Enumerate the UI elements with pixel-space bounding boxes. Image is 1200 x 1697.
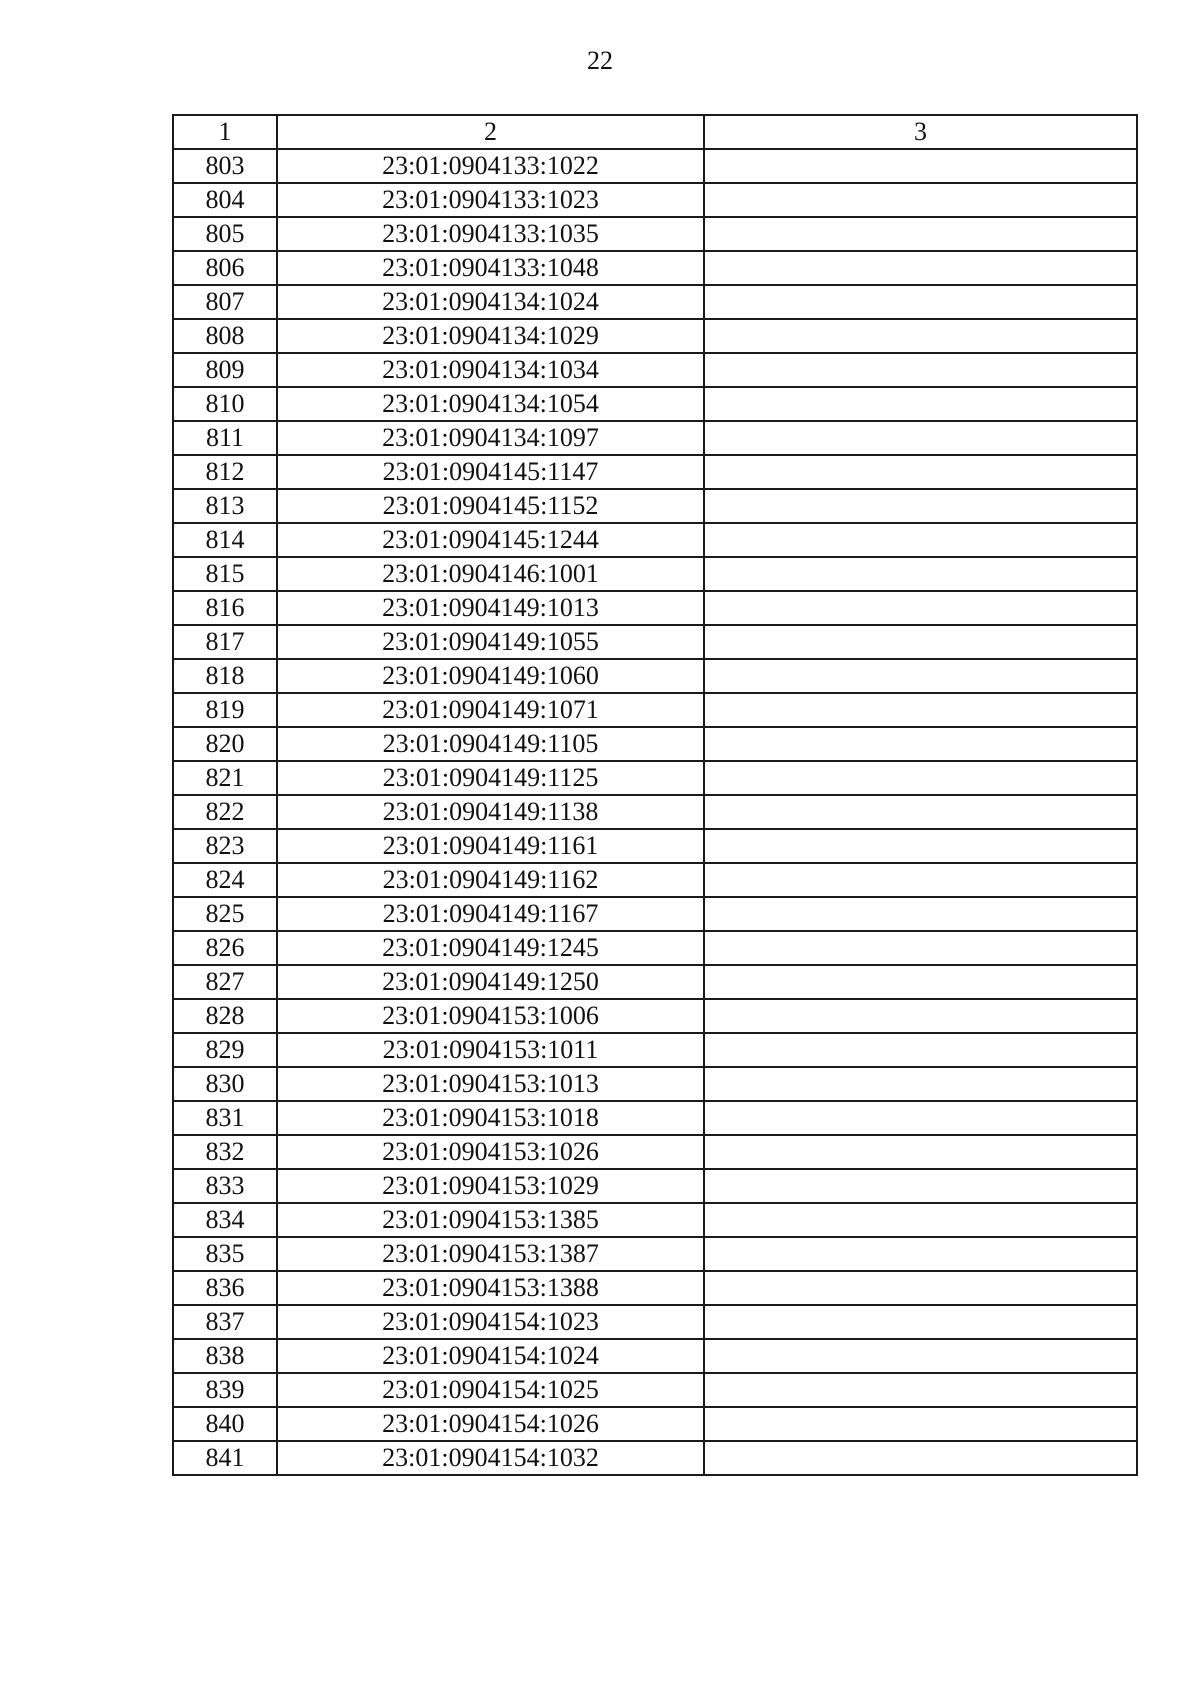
cadastral-number-cell: 23:01:0904134:1097 (277, 421, 704, 455)
empty-cell (704, 965, 1137, 999)
row-number-cell: 840 (173, 1407, 277, 1441)
table-row (173, 421, 1137, 455)
table-row (173, 999, 1137, 1033)
empty-cell (704, 1033, 1137, 1067)
empty-cell (704, 1271, 1137, 1305)
header-cell-3: 3 (704, 115, 1137, 149)
cadastral-number-cell: 23:01:0904133:1048 (277, 251, 704, 285)
table-header (173, 115, 1137, 149)
table-row (173, 625, 1137, 659)
cadastral-number-cell: 23:01:0904149:1055 (277, 625, 704, 659)
row-number-cell: 808 (173, 319, 277, 353)
table-row (173, 727, 1137, 761)
header-row (173, 115, 1137, 149)
empty-cell (704, 625, 1137, 659)
table-row (173, 931, 1137, 965)
empty-cell (704, 319, 1137, 353)
empty-cell (704, 1441, 1137, 1475)
row-number-cell: 810 (173, 387, 277, 421)
table-row (173, 285, 1137, 319)
empty-cell (704, 1373, 1137, 1407)
cadastral-number-cell: 23:01:0904149:1250 (277, 965, 704, 999)
row-number-cell: 815 (173, 557, 277, 591)
empty-cell (704, 693, 1137, 727)
table-row (173, 353, 1137, 387)
header-cell-2: 2 (277, 115, 704, 149)
cadastral-number-cell: 23:01:0904154:1032 (277, 1441, 704, 1475)
cadastral-number-cell: 23:01:0904149:1138 (277, 795, 704, 829)
table-row (173, 1407, 1137, 1441)
row-number-cell: 819 (173, 693, 277, 727)
table-row (173, 1305, 1137, 1339)
row-number-cell: 829 (173, 1033, 277, 1067)
table-row (173, 829, 1137, 863)
cadastral-number-cell: 23:01:0904149:1071 (277, 693, 704, 727)
row-number-cell: 827 (173, 965, 277, 999)
row-number-cell: 839 (173, 1373, 277, 1407)
row-number-cell: 831 (173, 1101, 277, 1135)
row-number-cell: 824 (173, 863, 277, 897)
row-number-cell: 809 (173, 353, 277, 387)
empty-cell (704, 421, 1137, 455)
table-row (173, 1237, 1137, 1271)
row-number-cell: 818 (173, 659, 277, 693)
cadastral-number-cell: 23:01:0904153:1388 (277, 1271, 704, 1305)
row-number-cell: 841 (173, 1441, 277, 1475)
table-row (173, 1203, 1137, 1237)
table-row (173, 489, 1137, 523)
row-number-cell: 816 (173, 591, 277, 625)
empty-cell (704, 149, 1137, 183)
table-row (173, 761, 1137, 795)
row-number-cell: 825 (173, 897, 277, 931)
empty-cell (704, 489, 1137, 523)
row-number-cell: 833 (173, 1169, 277, 1203)
empty-cell (704, 1135, 1137, 1169)
cadastral-number-cell: 23:01:0904153:1387 (277, 1237, 704, 1271)
row-number-cell: 811 (173, 421, 277, 455)
table-row (173, 1169, 1137, 1203)
table-row (173, 217, 1137, 251)
row-number-cell: 834 (173, 1203, 277, 1237)
row-number-cell: 828 (173, 999, 277, 1033)
row-number-cell: 817 (173, 625, 277, 659)
table-row (173, 149, 1137, 183)
cadastral-number-cell: 23:01:0904145:1244 (277, 523, 704, 557)
table-row (173, 1339, 1137, 1373)
empty-cell (704, 591, 1137, 625)
table-row (173, 523, 1137, 557)
table-row (173, 1271, 1137, 1305)
cadastral-number-cell: 23:01:0904154:1025 (277, 1373, 704, 1407)
table-row (173, 659, 1137, 693)
cadastral-number-cell: 23:01:0904145:1152 (277, 489, 704, 523)
row-number-cell: 813 (173, 489, 277, 523)
row-number-cell: 837 (173, 1305, 277, 1339)
cadastral-number-cell: 23:01:0904154:1026 (277, 1407, 704, 1441)
empty-cell (704, 863, 1137, 897)
cadastral-number-cell: 23:01:0904149:1105 (277, 727, 704, 761)
cadastral-number-cell: 23:01:0904149:1060 (277, 659, 704, 693)
row-number-cell: 822 (173, 795, 277, 829)
empty-cell (704, 727, 1137, 761)
row-number-cell: 803 (173, 149, 277, 183)
row-number-cell: 821 (173, 761, 277, 795)
empty-cell (704, 455, 1137, 489)
row-number-cell: 823 (173, 829, 277, 863)
cadastral-number-table (172, 114, 1138, 1476)
table-row (173, 863, 1137, 897)
cadastral-number-cell: 23:01:0904149:1245 (277, 931, 704, 965)
cadastral-number-cell: 23:01:0904153:1018 (277, 1101, 704, 1135)
table-row (173, 693, 1137, 727)
cadastral-number-cell: 23:01:0904153:1026 (277, 1135, 704, 1169)
cadastral-number-cell: 23:01:0904145:1147 (277, 455, 704, 489)
table-body (173, 149, 1137, 1475)
empty-cell (704, 1339, 1137, 1373)
row-number-cell: 806 (173, 251, 277, 285)
empty-cell (704, 999, 1137, 1033)
table-row (173, 1135, 1137, 1169)
table-row (173, 897, 1137, 931)
cadastral-number-cell: 23:01:0904133:1035 (277, 217, 704, 251)
cadastral-number-cell: 23:01:0904133:1023 (277, 183, 704, 217)
row-number-cell: 814 (173, 523, 277, 557)
row-number-cell: 805 (173, 217, 277, 251)
cadastral-number-cell: 23:01:0904153:1013 (277, 1067, 704, 1101)
cadastral-number-cell: 23:01:0904153:1029 (277, 1169, 704, 1203)
row-number-cell: 812 (173, 455, 277, 489)
empty-cell (704, 523, 1137, 557)
cadastral-number-cell: 23:01:0904134:1029 (277, 319, 704, 353)
cadastral-number-cell: 23:01:0904153:1011 (277, 1033, 704, 1067)
empty-cell (704, 183, 1137, 217)
row-number-cell: 832 (173, 1135, 277, 1169)
table-row (173, 591, 1137, 625)
table-row (173, 455, 1137, 489)
cadastral-number-cell: 23:01:0904149:1161 (277, 829, 704, 863)
empty-cell (704, 795, 1137, 829)
row-number-cell: 830 (173, 1067, 277, 1101)
cadastral-number-cell: 23:01:0904134:1034 (277, 353, 704, 387)
empty-cell (704, 217, 1137, 251)
table-row (173, 1067, 1137, 1101)
table-row (173, 251, 1137, 285)
empty-cell (704, 659, 1137, 693)
cadastral-number-cell: 23:01:0904146:1001 (277, 557, 704, 591)
empty-cell (704, 897, 1137, 931)
empty-cell (704, 353, 1137, 387)
empty-cell (704, 1169, 1137, 1203)
row-number-cell: 807 (173, 285, 277, 319)
table-row (173, 1441, 1137, 1475)
table-row (173, 965, 1137, 999)
empty-cell (704, 1067, 1137, 1101)
table-row (173, 387, 1137, 421)
empty-cell (704, 761, 1137, 795)
cadastral-number-cell: 23:01:0904149:1162 (277, 863, 704, 897)
table-row (173, 795, 1137, 829)
empty-cell (704, 557, 1137, 591)
cadastral-number-cell: 23:01:0904154:1023 (277, 1305, 704, 1339)
cadastral-number-cell: 23:01:0904149:1125 (277, 761, 704, 795)
cadastral-number-cell: 23:01:0904153:1006 (277, 999, 704, 1033)
cadastral-number-cell: 23:01:0904134:1054 (277, 387, 704, 421)
empty-cell (704, 931, 1137, 965)
row-number-cell: 836 (173, 1271, 277, 1305)
row-number-cell: 820 (173, 727, 277, 761)
cadastral-number-cell: 23:01:0904149:1013 (277, 591, 704, 625)
cadastral-number-cell: 23:01:0904149:1167 (277, 897, 704, 931)
cadastral-number-cell: 23:01:0904133:1022 (277, 149, 704, 183)
row-number-cell: 826 (173, 931, 277, 965)
page-number: 22 (587, 46, 613, 75)
table-row (173, 1101, 1137, 1135)
empty-cell (704, 1305, 1137, 1339)
empty-cell (704, 1101, 1137, 1135)
empty-cell (704, 387, 1137, 421)
empty-cell (704, 285, 1137, 319)
row-number-cell: 838 (173, 1339, 277, 1373)
cadastral-number-cell: 23:01:0904134:1024 (277, 285, 704, 319)
header-cell-1: 1 (173, 115, 277, 149)
row-number-cell: 835 (173, 1237, 277, 1271)
empty-cell (704, 251, 1137, 285)
empty-cell (704, 1407, 1137, 1441)
cadastral-number-cell: 23:01:0904154:1024 (277, 1339, 704, 1373)
table-row (173, 557, 1137, 591)
empty-cell (704, 829, 1137, 863)
empty-cell (704, 1237, 1137, 1271)
table-row (173, 319, 1137, 353)
cadastral-number-cell: 23:01:0904153:1385 (277, 1203, 704, 1237)
row-number-cell: 804 (173, 183, 277, 217)
table-row (173, 183, 1137, 217)
empty-cell (704, 1203, 1137, 1237)
table-row (173, 1033, 1137, 1067)
table-row (173, 1373, 1137, 1407)
